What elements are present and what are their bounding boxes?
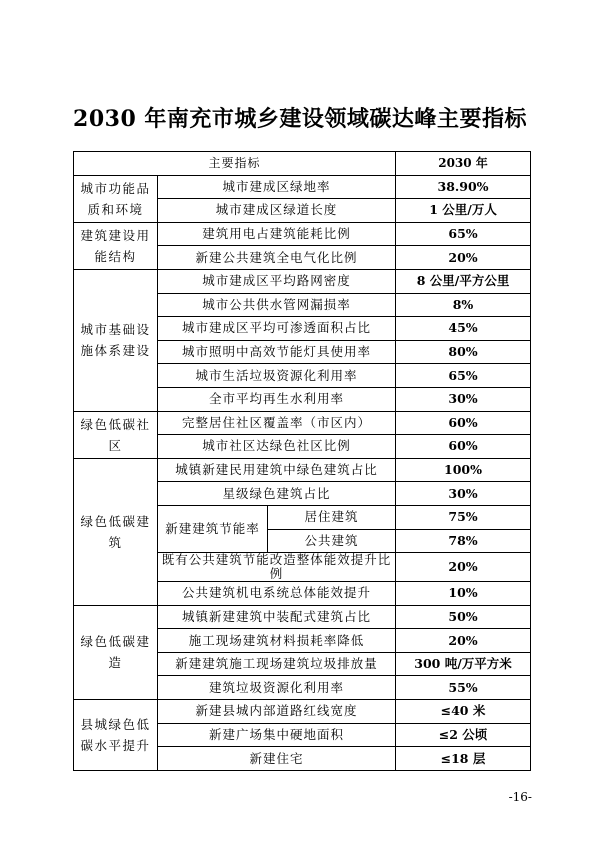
indicator-value: ≤2 公顷	[396, 723, 531, 747]
indicator-value: 20%	[396, 629, 531, 653]
indicator-value: 10%	[396, 582, 531, 606]
header-year: 2030 年	[396, 152, 531, 176]
indicator-value: 100%	[396, 458, 531, 482]
indicator-name: 城市生活垃圾资源化利用率	[158, 364, 396, 388]
indicator-value: 30%	[396, 387, 531, 411]
indicator-value: 20%	[396, 246, 531, 270]
indicator-value: 75%	[396, 505, 531, 529]
indicator-name: 城市建成区绿地率	[158, 175, 396, 199]
indicator-name: 城市建成区平均路网密度	[158, 269, 396, 293]
indicator-name: 新建公共建筑全电气化比例	[158, 246, 396, 270]
indicator-name: 新建建筑施工现场建筑垃圾排放量	[158, 652, 396, 676]
indicator-value: 50%	[396, 605, 531, 629]
indicator-value: 80%	[396, 340, 531, 364]
indicator-value: 300 吨/万平方米	[396, 652, 531, 676]
indicator-name: 城市建成区绿道长度	[158, 199, 396, 223]
category-cell: 城市功能品质和环境	[74, 175, 158, 222]
indicator-value: 20%	[396, 553, 531, 582]
indicator-value: 78%	[396, 529, 531, 553]
indicator-name: 星级绿色建筑占比	[158, 482, 396, 506]
indicators-table	[73, 151, 531, 771]
category-cell: 绿色低碳建筑	[74, 458, 158, 605]
category-cell: 绿色低碳建造	[74, 605, 158, 699]
table-row	[74, 700, 531, 724]
indicator-value: ≤40 米	[396, 700, 531, 724]
indicator-name: 公共建筑机电系统总体能效提升	[158, 582, 396, 606]
indicator-name: 建筑用电占建筑能耗比例	[158, 222, 396, 246]
page-number: -16-	[508, 790, 532, 804]
category-cell: 城市基础设施体系建设	[74, 269, 158, 411]
category-cell: 建筑建设用能结构	[74, 222, 158, 269]
category-cell: 绿色低碳社区	[74, 411, 158, 458]
indicator-value: 38.90%	[396, 175, 531, 199]
table-row	[74, 222, 531, 246]
indicator-value: 55%	[396, 676, 531, 700]
indicator-name: 新建住宅	[158, 747, 396, 771]
table-row	[74, 269, 531, 293]
indicator-value: 30%	[396, 482, 531, 506]
table-row	[74, 411, 531, 435]
indicator-value: 1 公里/万人	[396, 199, 531, 223]
category-cell: 县城绿色低碳水平提升	[74, 700, 158, 771]
indicator-subname: 公共建筑	[268, 529, 396, 553]
indicator-name: 施工现场建筑材料损耗率降低	[158, 629, 396, 653]
table-row	[74, 458, 531, 482]
table-row	[74, 605, 531, 629]
indicator-value: 65%	[396, 364, 531, 388]
indicator-value: 8 公里/平方公里	[396, 269, 531, 293]
table-header-row	[74, 152, 531, 176]
indicator-name: 城镇新建民用建筑中绿色建筑占比	[158, 458, 396, 482]
indicator-name: 全市平均再生水利用率	[158, 387, 396, 411]
indicator-subname: 居住建筑	[268, 505, 396, 529]
indicator-name: 建筑垃圾资源化利用率	[158, 676, 396, 700]
indicator-value: 45%	[396, 317, 531, 341]
table-row	[74, 175, 531, 199]
indicator-value: 8%	[396, 293, 531, 317]
indicator-value: ≤18 层	[396, 747, 531, 771]
indicator-name: 新建建筑节能率	[158, 505, 268, 552]
indicator-name: 既有公共建筑节能改造整体能效提升比例	[158, 553, 396, 582]
indicator-name: 城市建成区平均可渗透面积占比	[158, 317, 396, 341]
indicator-name: 城市社区达绿色社区比例	[158, 435, 396, 459]
indicator-name: 新建县城内部道路红线宽度	[158, 700, 396, 724]
header-indicator: 主要指标	[74, 152, 396, 176]
indicator-value: 60%	[396, 411, 531, 435]
indicator-name: 城镇新建建筑中装配式建筑占比	[158, 605, 396, 629]
indicator-name: 新建广场集中硬地面积	[158, 723, 396, 747]
indicator-value: 60%	[396, 435, 531, 459]
indicator-name: 城市公共供水管网漏损率	[158, 293, 396, 317]
document-title: 2030 年南充市城乡建设领域碳达峰主要指标	[73, 106, 527, 132]
indicator-value: 65%	[396, 222, 531, 246]
indicator-name: 城市照明中高效节能灯具使用率	[158, 340, 396, 364]
indicator-name: 完整居住社区覆盖率（市区内）	[158, 411, 396, 435]
